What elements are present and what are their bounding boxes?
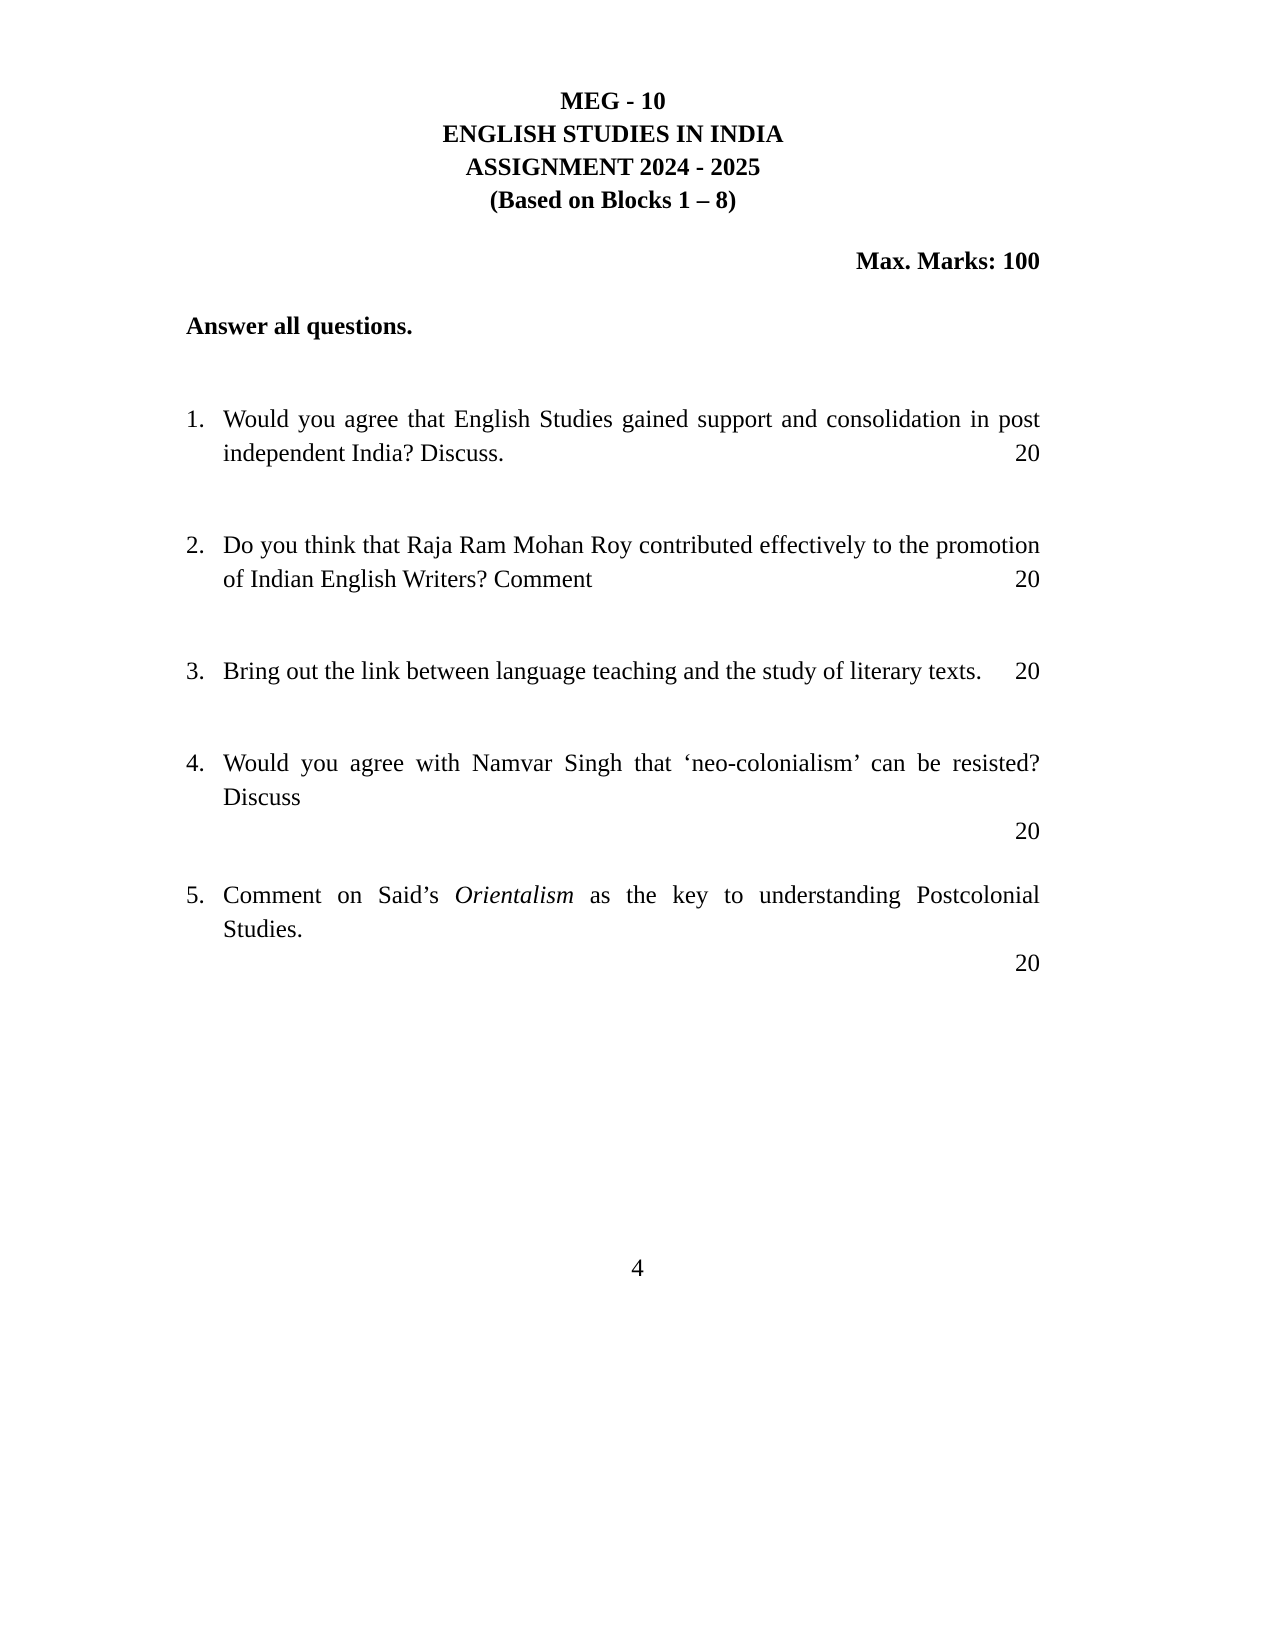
question-text: Bring out the link between language teaching and the study of literary texts. (223, 658, 982, 685)
header-assignment-title: ASSIGNMENT 2024 - 2025 (465, 154, 761, 181)
question-number: 1. (186, 406, 205, 433)
question-text (223, 879, 1040, 947)
question-text: Would you agree that English Studies gained support and consolidation in post independent India? Discuss. (223, 406, 1040, 467)
question-body (223, 529, 1040, 597)
max-marks-label: Max. Marks: 100 (856, 248, 1040, 275)
question-item-3 (186, 655, 1040, 689)
question-body (223, 403, 1040, 471)
question-item-1 (186, 403, 1040, 471)
question-item-4 (186, 747, 1040, 849)
header-course-code: MEG - 10 (560, 88, 666, 115)
question-body (223, 747, 1040, 849)
question-number: 5. (186, 882, 205, 909)
question-text-part: as the key to understanding Postcolonial Studies. (223, 882, 1041, 943)
question-marks: 20 (1015, 818, 1040, 845)
document-header (186, 85, 1040, 217)
page-number: 4 (631, 1255, 644, 1282)
question-text-italic-title: Orientalism (454, 882, 575, 909)
instruction-text: Answer all questions. (186, 313, 413, 340)
question-number: 4. (186, 750, 205, 777)
question-number: 3. (186, 658, 205, 685)
question-text: Would you agree with Namvar Singh that ‘neo-colonialism’ can be resisted? Discuss (223, 750, 1040, 811)
question-number: 2. (186, 532, 205, 559)
question-body (223, 655, 1040, 689)
header-blocks-note: (Based on Blocks 1 – 8) (489, 187, 737, 214)
question-text-part: Comment on Said’s (223, 882, 455, 909)
header-course-title: ENGLISH STUDIES IN INDIA (442, 121, 784, 148)
question-item-5 (186, 879, 1040, 981)
question-marks: 20 (1015, 658, 1040, 685)
question-marks: 20 (1015, 566, 1040, 593)
question-marks: 20 (1015, 440, 1040, 467)
question-marks: 20 (1015, 950, 1040, 977)
question-body (223, 879, 1040, 981)
questions-list (186, 403, 1040, 981)
question-item-2 (186, 529, 1040, 597)
question-text: Do you think that Raja Ram Mohan Roy contributed effectively to the promotion of Indian English Writers? Comment (223, 532, 1040, 593)
